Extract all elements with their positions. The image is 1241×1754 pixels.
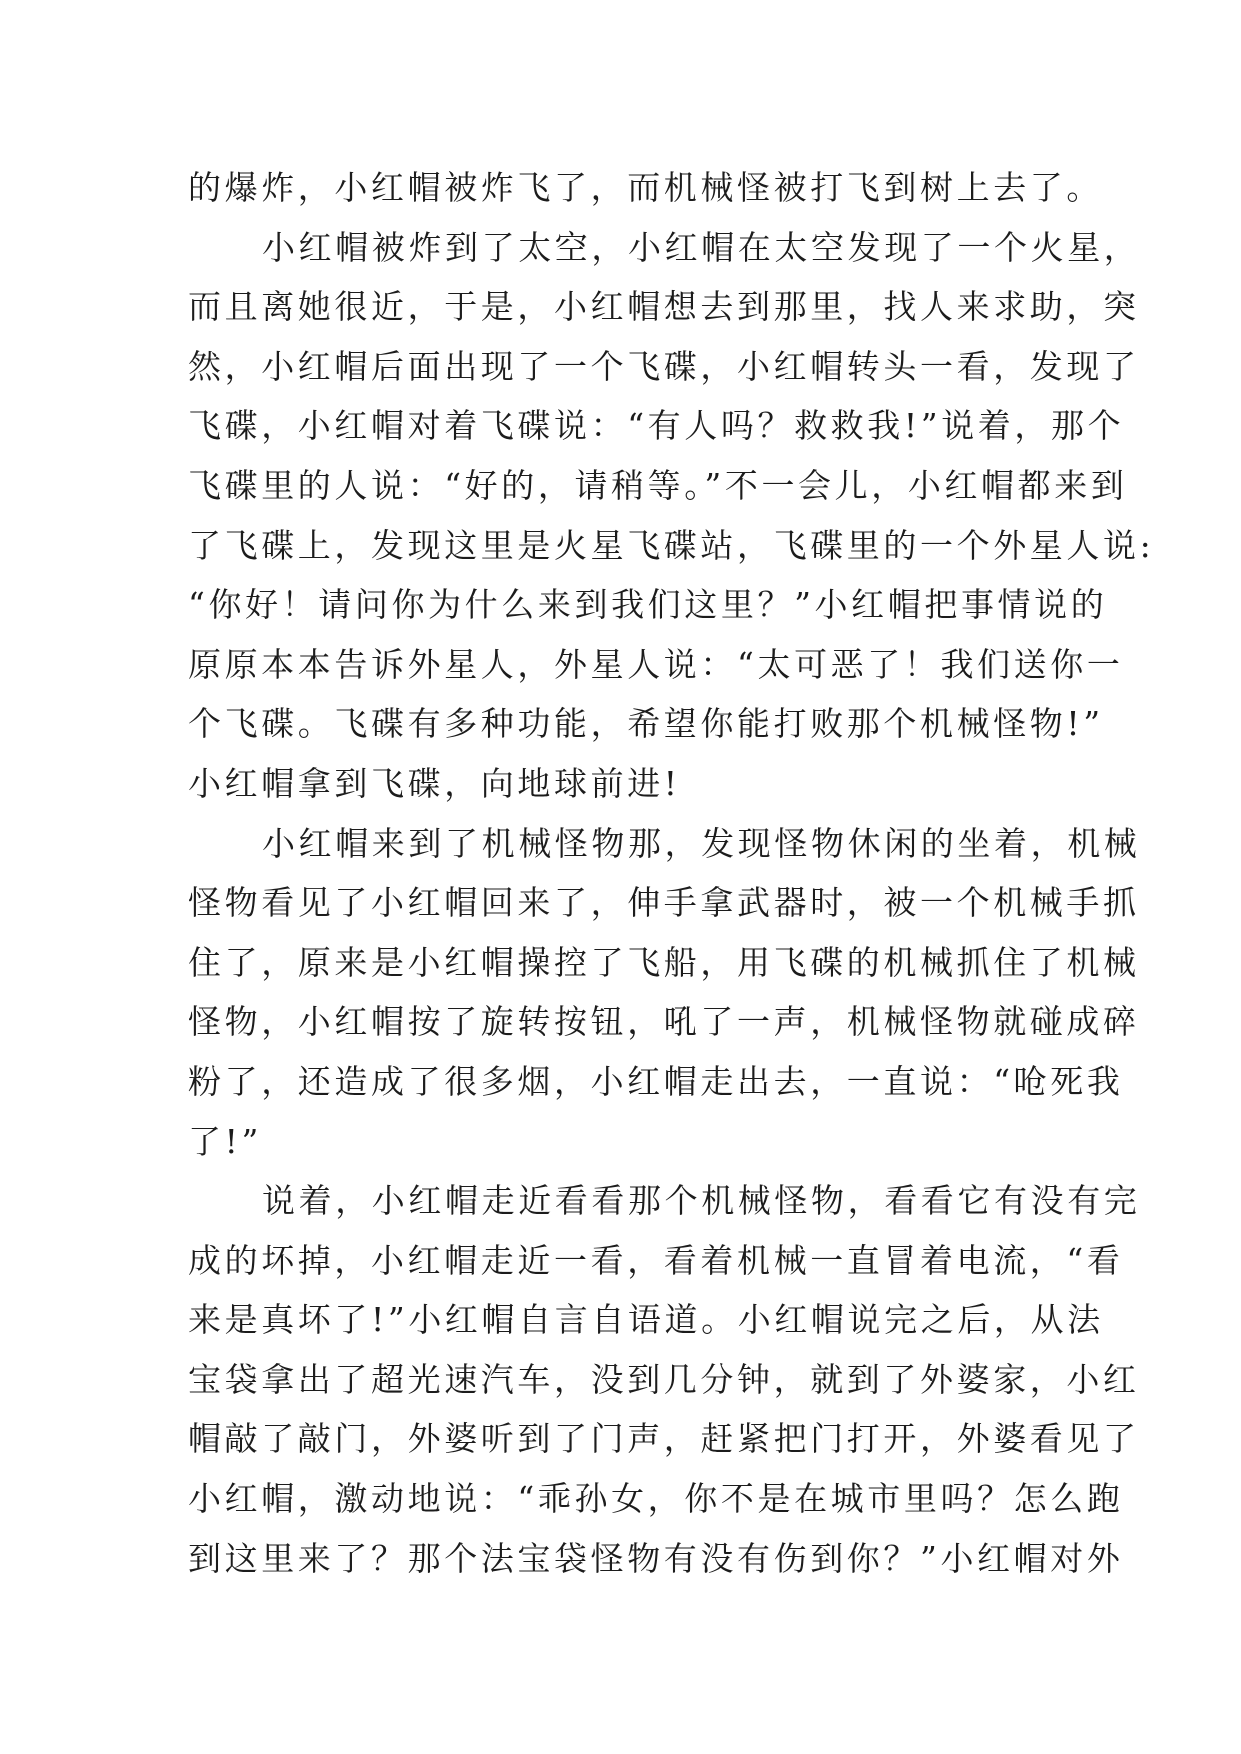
story-text	[188, 158, 1155, 1588]
text-line: 飞碟里的人说：“好的，请稍等。”不一会儿，小红帽都来到	[188, 465, 1128, 505]
text-line: 怪物，小红帽按了旋转按钮，吼了一声，机械怪物就碰成碎	[188, 1002, 1140, 1042]
text-line: 小红帽拿到飞碟，向地球前进!	[188, 763, 681, 803]
paragraph-start-line: 小红帽来到了机械怪物那，发现怪物休闲的坐着，机械	[262, 823, 1141, 863]
text-line: 粉了，还造成了很多烟，小红帽走出去，一直说：“呛死我	[188, 1061, 1124, 1101]
text-line: 然，小红帽后面出现了一个飞碟，小红帽转头一看，发现了	[188, 346, 1140, 386]
text-line: 帽敲了敲门，外婆听到了门声，赶紧把门打开，外婆看见了	[188, 1419, 1140, 1459]
text-line: 而且离她很近，于是，小红帽想去到那里，找人来求助，突	[188, 287, 1140, 327]
text-line: “你好！请问你为什么来到我们这里？”小红帽把事情说的	[188, 585, 1108, 625]
text-line: 飞碟，小红帽对着飞碟说：“有人吗？救救我!”说着，那个	[188, 406, 1125, 446]
paragraph-start-line: 小红帽被炸到了太空，小红帽在太空发现了一个火星，	[262, 227, 1141, 267]
text-line: 宝袋拿出了超光速汽车，没到几分钟，就到了外婆家，小红	[188, 1359, 1140, 1399]
text-line: 到这里来了？那个法宝袋怪物有没有伤到你？”小红帽对外	[188, 1538, 1124, 1578]
text-line: 怪物看见了小红帽回来了，伸手拿武器时，被一个机械手抓	[188, 883, 1140, 923]
text-line: 了!”	[188, 1121, 262, 1161]
text-line: 来是真坏了!”小红帽自言自语道。小红帽说完之后，从法	[188, 1300, 1104, 1340]
text-line: 个飞碟。飞碟有多种功能，希望你能打败那个机械怪物!”	[188, 704, 1104, 744]
text-line: 住了，原来是小红帽操控了飞船，用飞碟的机械抓住了机械	[188, 942, 1140, 982]
paragraph-start-line: 说着，小红帽走近看看那个机械怪物，看看它有没有完	[262, 1181, 1141, 1221]
text-line: 成的坏掉，小红帽走近一看，看着机械一直冒着电流，“看	[188, 1240, 1124, 1280]
text-line: 的爆炸，小红帽被炸飞了，而机械怪被打飞到树上去了。	[188, 168, 1103, 207]
text-line: 了飞碟上，发现这里是火星飞碟站，飞碟里的一个外星人说:	[188, 525, 1155, 565]
text-line: 原原本本告诉外星人，外星人说：“太可恶了！我们送你一	[188, 644, 1124, 684]
text-line: 小红帽，激动地说：“乖孙女，你不是在城市里吗？怎么跑	[188, 1479, 1124, 1519]
